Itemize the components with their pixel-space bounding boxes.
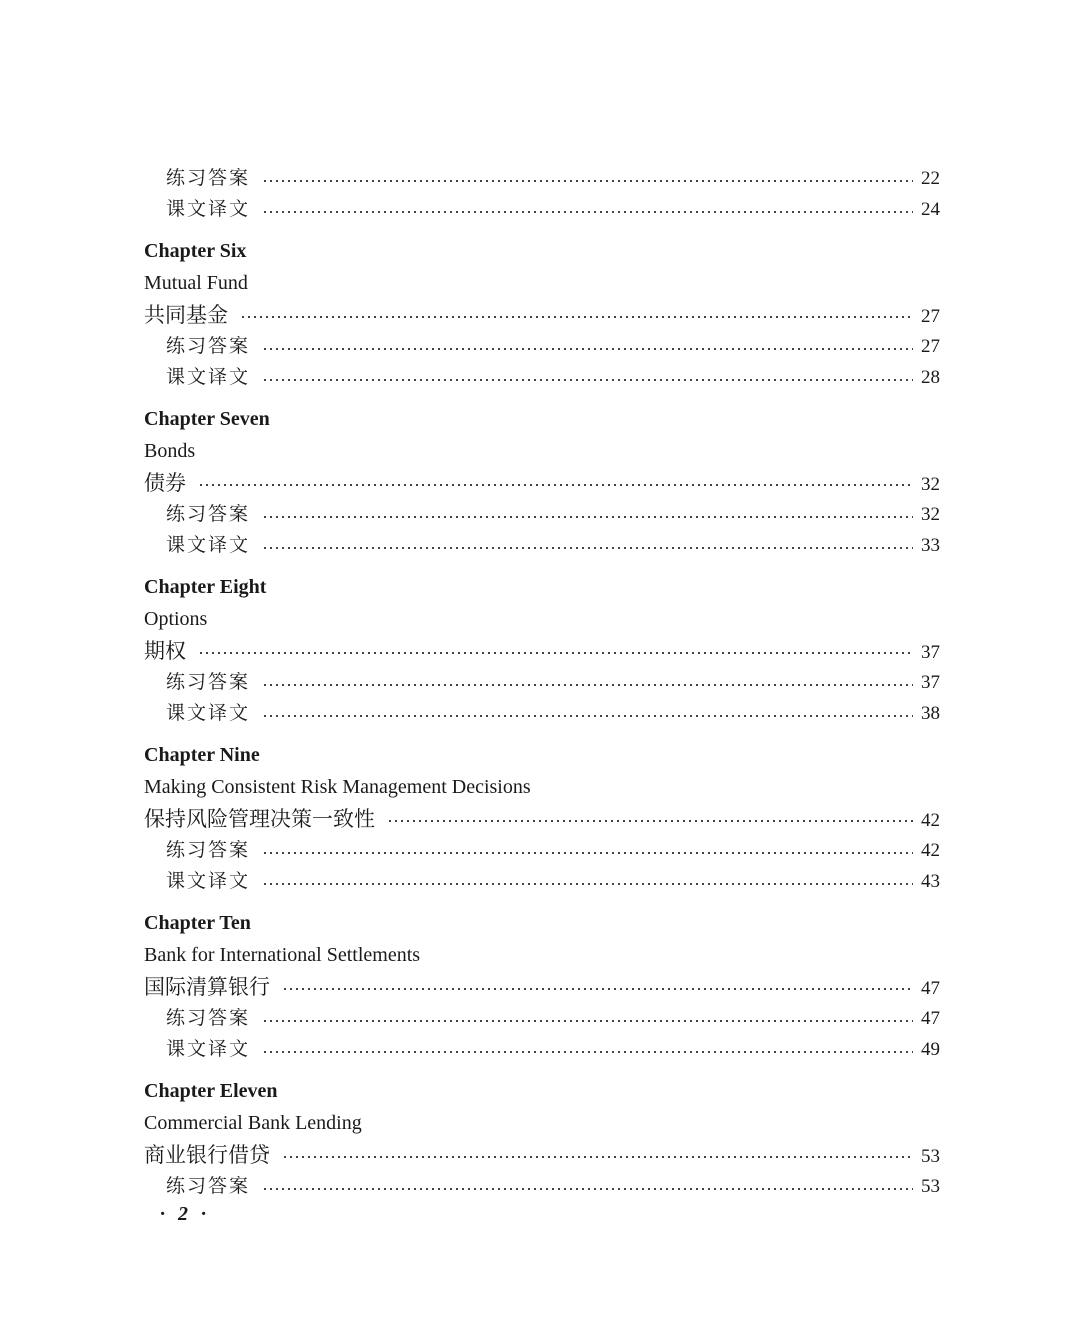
chapter-english-title: Bonds: [144, 440, 196, 462]
toc-entry-exercise-answers[interactable]: [144, 1003, 940, 1034]
toc-entry-label: 课文译文: [166, 367, 251, 388]
dot-leader: [262, 1188, 913, 1190]
toc-entry-chapter[interactable]: [144, 803, 940, 835]
toc-entry-exercise-answers[interactable]: [144, 331, 940, 362]
dot-leader: [262, 684, 913, 686]
toc-entry-label: 练习答案: [166, 1008, 251, 1029]
chapter-chinese-title: 期权: [144, 639, 186, 663]
toc-entry-label: 练习答案: [166, 672, 251, 693]
toc-entry-page: 27: [921, 336, 940, 357]
dot-leader: [262, 852, 913, 854]
toc-entry-label: 练习答案: [166, 336, 251, 357]
toc-entry-page: 49: [921, 1039, 940, 1060]
toc-entry-chapter[interactable]: [144, 467, 940, 499]
toc-entry-page: 32: [921, 504, 940, 525]
chapter-english-title: Making Consistent Risk Management Decisions: [144, 776, 531, 798]
dot-leader: [282, 1156, 913, 1158]
chapter-heading: Chapter Eight: [144, 576, 267, 598]
dot-leader: [262, 379, 913, 381]
toc-entry-label: 课文译文: [166, 871, 251, 892]
toc-entry-page: 42: [921, 810, 940, 831]
toc-entry-page: 43: [921, 871, 940, 892]
chapter-heading: Chapter Six: [144, 240, 247, 262]
toc-entry-text-translation[interactable]: [144, 698, 940, 729]
dot-leader: [262, 180, 913, 182]
toc-entry-label: 练习答案: [166, 840, 251, 861]
toc-entry-page: 53: [921, 1146, 940, 1167]
toc-entry-page: 53: [921, 1176, 940, 1197]
dot-leader: [262, 883, 913, 885]
toc-entry-page: 22: [921, 168, 940, 189]
toc-entry-text-translation[interactable]: [144, 530, 940, 561]
toc-entry-chapter[interactable]: [144, 299, 940, 331]
toc-entry-exercise-answers[interactable]: [144, 499, 940, 530]
dot-leader: [262, 715, 913, 717]
toc-entry-label: 练习答案: [166, 1176, 251, 1197]
chapter-heading: Chapter Nine: [144, 744, 260, 766]
toc-entry-exercise-answers[interactable]: [144, 163, 940, 194]
toc-entry-text-translation[interactable]: [144, 194, 940, 225]
table-of-contents: [144, 163, 940, 1202]
toc-entry-page: 37: [921, 642, 940, 663]
toc-entry-chapter[interactable]: [144, 1139, 940, 1171]
toc-entry-chapter[interactable]: [144, 635, 940, 667]
chapter-chinese-title: 商业银行借贷: [144, 1143, 270, 1167]
toc-entry-page: 47: [921, 978, 940, 999]
toc-entry-text-translation[interactable]: [144, 866, 940, 897]
toc-entry-exercise-answers[interactable]: [144, 1171, 940, 1202]
dot-leader: [387, 820, 913, 822]
toc-entry-label: 练习答案: [166, 504, 251, 525]
dot-leader: [262, 516, 913, 518]
toc-entry-page: 28: [921, 367, 940, 388]
chapter-english-title: Bank for International Settlements: [144, 944, 421, 966]
dot-leader: [262, 1020, 913, 1022]
toc-entry-page: 38: [921, 703, 940, 724]
chapter-heading: Chapter Eleven: [144, 1080, 278, 1102]
toc-entry-label: 练习答案: [166, 168, 251, 189]
chapter-chinese-title: 保持风险管理决策一致性: [144, 807, 375, 831]
toc-entry-page: 47: [921, 1008, 940, 1029]
dot-leader: [262, 348, 913, 350]
chapter-heading: Chapter Seven: [144, 408, 270, 430]
chapter-english-title: Mutual Fund: [144, 272, 248, 294]
toc-entry-exercise-answers[interactable]: [144, 667, 940, 698]
toc-entry-page: 37: [921, 672, 940, 693]
toc-entry-label: 课文译文: [166, 703, 251, 724]
chapter-chinese-title: 债券: [144, 471, 186, 495]
chapter-english-title: Options: [144, 608, 208, 630]
toc-entry-exercise-answers[interactable]: [144, 835, 940, 866]
chapter-english-title: Commercial Bank Lending: [144, 1112, 362, 1134]
chapter-heading: Chapter Ten: [144, 912, 251, 934]
dot-leader: [198, 484, 913, 486]
toc-entry-page: 32: [921, 474, 940, 495]
toc-entry-text-translation[interactable]: [144, 1034, 940, 1065]
dot-leader: [262, 1051, 913, 1053]
dot-leader: [240, 316, 913, 318]
dot-leader: [282, 988, 913, 990]
toc-entry-label: 课文译文: [166, 199, 251, 220]
toc-entry-page: 42: [921, 840, 940, 861]
dot-leader: [262, 211, 913, 213]
dot-leader: [198, 652, 913, 654]
toc-entry-label: 课文译文: [166, 535, 251, 556]
toc-entry-label: 课文译文: [166, 1039, 251, 1060]
toc-entry-page: 33: [921, 535, 940, 556]
toc-entry-chapter[interactable]: [144, 971, 940, 1003]
toc-entry-text-translation[interactable]: [144, 362, 940, 393]
chapter-chinese-title: 共同基金: [144, 303, 228, 327]
chapter-chinese-title: 国际清算银行: [144, 975, 270, 999]
toc-entry-page: 24: [921, 199, 940, 220]
page-number: · 2 ·: [160, 1203, 210, 1225]
dot-leader: [262, 547, 913, 549]
toc-entry-page: 27: [921, 306, 940, 327]
